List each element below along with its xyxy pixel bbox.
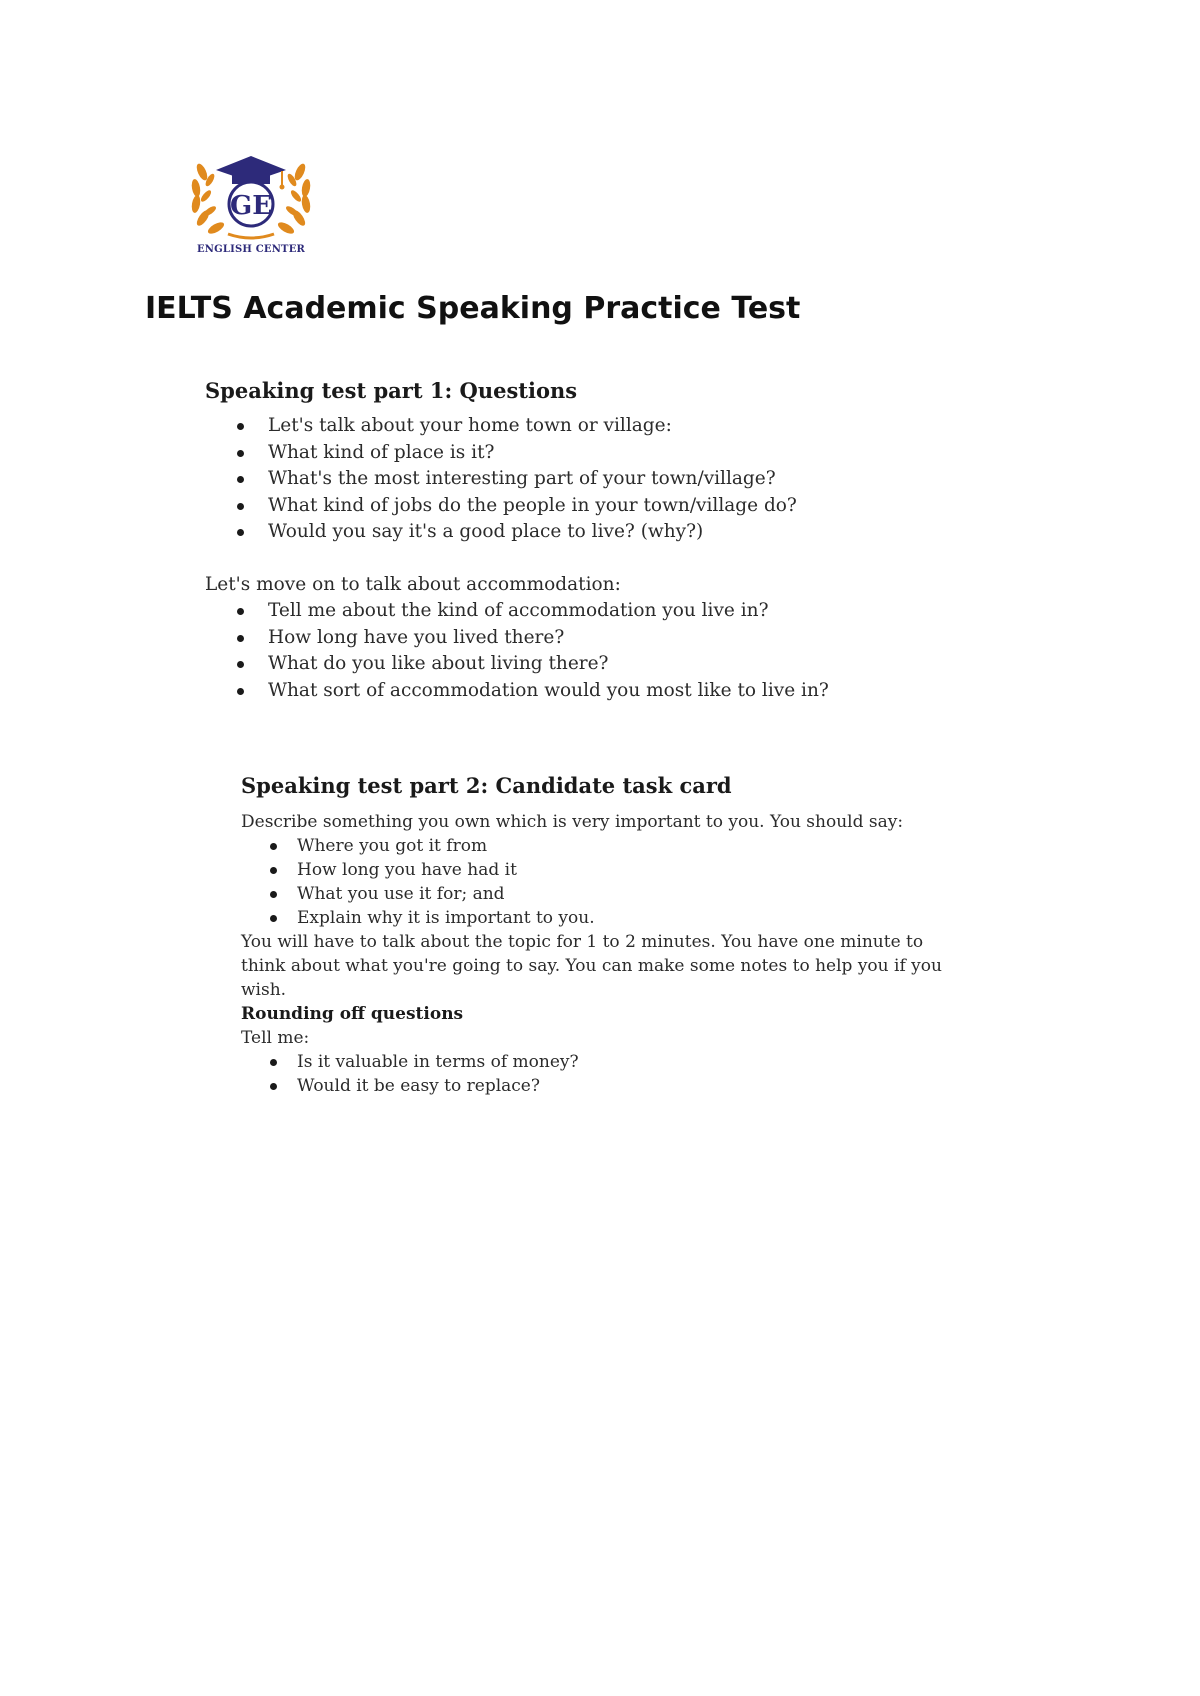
part1-section xyxy=(205,378,965,704)
task-instructions: You will have to talk about the topic for 1 to 2 minutes. You have one minute to think about what you're going to say. You can make some notes to help you if you wish. xyxy=(241,932,942,1000)
rounding-off-question-list xyxy=(241,1050,961,1098)
list-item: How long you have had it xyxy=(297,858,961,882)
list-item: What sort of accommodation would you most like to live in? xyxy=(268,678,965,705)
part2-section xyxy=(241,773,961,1098)
list-item: Is it valuable in terms of money? xyxy=(297,1050,961,1074)
part2-heading: Speaking test part 2: Candidate task card xyxy=(241,773,732,798)
list-item: What do you like about living there? xyxy=(268,651,965,678)
list-item: Tell me about the kind of accommodation you live in? xyxy=(268,598,965,625)
english-center-logo xyxy=(188,150,314,262)
list-item: Explain why it is important to you. xyxy=(297,906,961,930)
document-title: IELTS Academic Speaking Practice Test xyxy=(145,291,801,326)
accommodation-question-list xyxy=(205,598,965,704)
list-item: What's the most interesting part of your town/village? xyxy=(268,466,965,493)
list-item: Would you say it's a good place to live? (why?) xyxy=(268,519,965,546)
task-points-list xyxy=(241,834,961,930)
hometown-question-list xyxy=(205,413,965,546)
logo-caption: ENGLISH CENTER xyxy=(196,244,306,255)
accommodation-intro: Let's move on to talk about accommodation: xyxy=(205,573,621,595)
part1-heading: Speaking test part 1: Questions xyxy=(205,378,578,403)
list-item: What kind of jobs do the people in your town/village do? xyxy=(268,493,965,520)
list-item: What kind of place is it? xyxy=(268,440,965,467)
laurel-cap-emblem-icon xyxy=(188,150,314,242)
list-item: Where you got it from xyxy=(297,834,961,858)
rounding-off-heading: Rounding off questions xyxy=(241,1004,464,1024)
list-item: Would it be easy to replace? xyxy=(297,1074,961,1098)
task-prompt: Describe something you own which is very important to you. You should say: xyxy=(241,812,904,832)
logo-letters: GE xyxy=(229,191,273,221)
rounding-off-intro: Tell me: xyxy=(241,1028,310,1048)
list-item: Let's talk about your home town or village: xyxy=(268,413,965,440)
list-item: What you use it for; and xyxy=(297,882,961,906)
list-item: How long have you lived there? xyxy=(268,625,965,652)
